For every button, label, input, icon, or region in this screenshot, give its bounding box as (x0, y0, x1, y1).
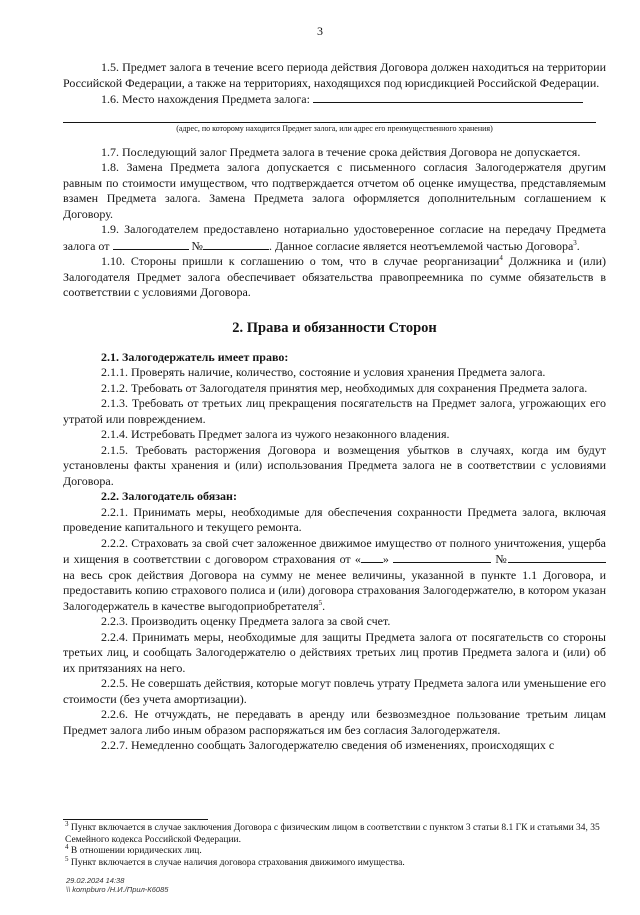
clause-1-8: 1.8. Замена Предмета залога допускается с письменного согласия Залогодержателя другим равным по стоимости имуществом, что подтверждается отчетом об оценке имущества, представляемым взамен Предмета залога. Замена Предмета залога оформляется дополнительным соглашением к Договору. (63, 160, 606, 221)
clause-1-10: 1.10. Стороны пришли к соглашению о том, что в случае реорганизации$^4$ Должника и (или) Залогодателя Предмет залога обеспечивает обязательства правопреемника по сумме обязательств в соответствии с условиями Договора. (63, 254, 606, 299)
clause-1-9: 1.9. Залогодателем предоставлено нотариально удостоверенное согласие на передачу Предмета залога от № . Данное согласие является неотъемлемой частью Договора$^3$. (63, 222, 606, 253)
subsection-2-1-heading: 2.1. Залогодержатель имеет право: (101, 349, 289, 364)
clause-2-2-3: 2.2.3. Производить оценку Предмета залога за свой счет. (101, 614, 391, 628)
document-body (63, 60, 606, 754)
footnote: $^4$ В отношении юридических лиц. (65, 842, 202, 856)
print-stamp (66, 876, 168, 894)
clause-2-2-1: 2.2.1. Принимать меры, необходимые для обеспечения сохранности Предмета залога, включая проведение капитального и текущего ремонта. (63, 504, 606, 534)
footnote: $^3$ Пункт включается в случае заключения Договора с физическим лицом в соответствии с пунктом 3 статьи 8.1 ГК и статьями 34, 35 Семейного кодекса Российской Федерации. (65, 819, 600, 845)
clause-2-2-4: 2.2.4. Принимать меры, необходимые для защиты Предмета залога от посягательств со стороны третьих лиц, и сообщать Залогодержателю о действиях третьих лиц против Предмета залога и (или) об их притязаниях на него. (63, 629, 606, 675)
footnote-separator (63, 819, 208, 820)
clause-1-6-label: 1.6. Место нахождения Предмета залога: (101, 92, 310, 106)
clause-1-6 (63, 91, 606, 108)
clause-1-5: 1.5. Предмет залога в течение всего периода действия Договора должен находиться на территории Российской Федерации, а также на территориях, находящихся под юрисдикцией Российской Федерации. (63, 60, 606, 90)
footnote-ref-3[interactable]: 3 (573, 238, 577, 247)
section-2-title: 2. Права и обязанности Сторон (232, 319, 437, 336)
insurance-day-blank[interactable] (361, 551, 383, 563)
print-stamp-user: \\ kompburo /Н.И./Прил-К6085 (66, 885, 169, 894)
location-blank[interactable] (313, 91, 583, 103)
footnotes (63, 819, 606, 869)
clause-2-2-7: 2.2.7. Немедленно сообщать Залогодержателю сведения об изменениях, происходящих с (101, 738, 555, 752)
insurance-date-blank[interactable] (393, 551, 491, 563)
subsection-2-2-heading: 2.2. Залогодатель обязан: (101, 489, 237, 503)
clause-2-1-3: 2.1.3. Требовать от третьих лиц прекращения посягательств на Предмет залога, угрожающих его утратой или повреждением. (63, 396, 606, 426)
location-blank-line[interactable] (63, 108, 596, 123)
page-number: 3 (317, 24, 323, 38)
insurance-number-blank[interactable] (508, 551, 606, 563)
footnote-ref-4[interactable]: 4 (499, 254, 503, 262)
location-caption: (адрес, по которому находится Предмет залога, или адрес его преимущественного хранения) (176, 123, 493, 133)
footnote-ref-5[interactable]: 5 (318, 598, 323, 607)
clause-2-1-5: 2.1.5. Требовать расторжения Договора и возмещения убытков в случаях, когда им будут установлены факты хранения и (или) использования Предмета залога не в соответствии с условиями Договора. (63, 442, 606, 488)
clause-2-2-6: 2.2.6. Не отчуждать, не передавать в аренду или безвозмездное пользование третьим лицам Предмет залога либо иным образом распоряжаться им без согласия Залогодержателя. (63, 707, 606, 737)
clause-2-1-2: 2.1.2. Требовать от Залогодателя принятия мер, необходимых для сохранения Предмета залога. (101, 380, 588, 395)
print-stamp-date: 29.02.2024 14:38 (66, 876, 125, 885)
footnote: $^5$ Пункт включается в случае наличия договора страхования движимого имущества. (65, 854, 405, 868)
clause-2-1-4: 2.1.4. Истребовать Предмет залога из чужого незаконного владения. (101, 427, 450, 441)
consent-number-blank[interactable] (203, 238, 269, 250)
clause-2-2-5: 2.2.5. Не совершать действия, которые могут повлечь утрату Предмета залога или уменьшение его стоимости (без учета амортизации). (63, 676, 606, 706)
clause-1-7: 1.7. Последующий залог Предмета залога в течение срока действия Договора не допускается. (101, 144, 581, 159)
clause-2-2-2: 2.2.2. Страховать за свой счет заложенное движимое имущество от полного уничтожения, ущерба и хищения в соответствии с договором страхования от « » № на весь срок действия Договора на сумму не менее величины, указанной в пункте 1.1 Договора, и предоставить копию страхового полиса и (или) договора страхования Залогодержателю, в котором указан Залогодержатель в качестве выгодоприобретателя$^5$. (63, 535, 606, 613)
consent-date-blank[interactable] (113, 238, 189, 250)
clause-2-1-1: 2.1.1. Проверять наличие, количество, состояние и условия хранения Предмета залога. (101, 365, 546, 379)
